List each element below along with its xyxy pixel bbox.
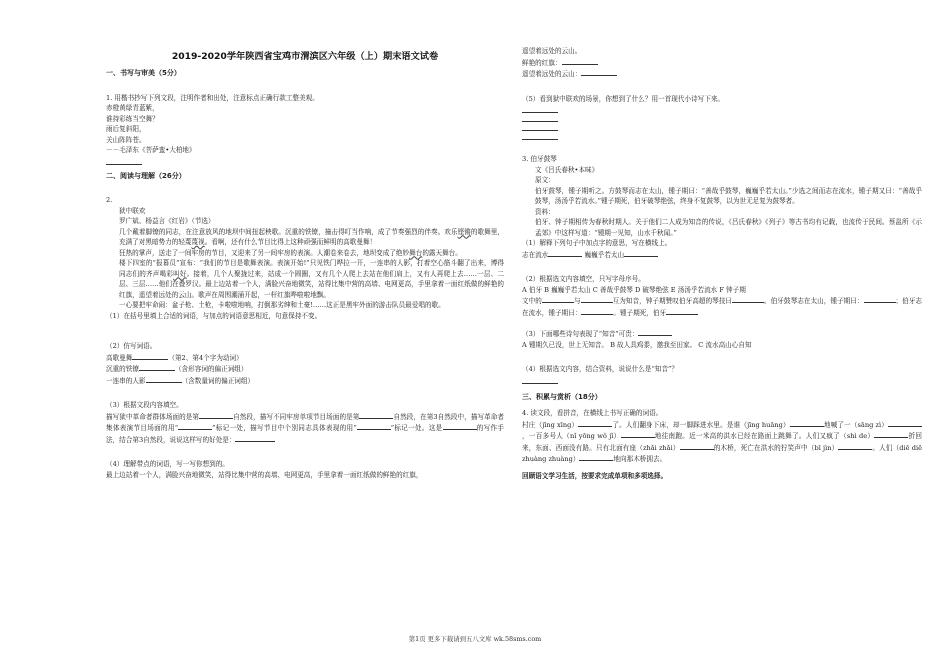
reading-paragraph-2: 狂热的掌声，送走了一间牢房的节目，又迎来了另一间牢房的表演。人潮卷来卷去，地坝变成了绝妙舞台的露天舞台。 <box>119 248 462 257</box>
page-footer: 第1页 更多下载请到五八文库 wk.58sms.com <box>408 635 542 643</box>
q2-2-line-2: 沉重的铁镣 （含形容词的偏正词组） <box>106 365 248 373</box>
q4-body: 村庄（jīng xīng） 了。人们翻身下床，却一脚踩进水里。是谁（jīng huāng） 地喊了一（sāng zì），一百多号人（nǐ yōng wǒ jǐ） 地往南跑。近一米高的洪水已经在路面上跳舞了。人们又疯了（shì de） 折回来，东面、西面没有路。只有北面有座（zhǎi zhǎi） 的木桥，死亡在洪水的狞笑声中（bī jìn） 。人们（diē diē zhuàng zhuàng） 地向那木桥拥去。 <box>522 420 922 463</box>
reading-title: 狱中联欢 <box>119 206 146 215</box>
poem-line-2: 谁持彩练当空舞？ <box>106 114 159 123</box>
q2-4: （4）理解带点的词语，写一写你想到的。 <box>106 460 229 468</box>
q3-2: （2）根据选文内容填空，只写字母序号。 <box>522 275 645 283</box>
q3-1-answers: 志在流水 巍巍乎若太山 <box>522 249 922 261</box>
poem-line-1: 赤橙黄绿青蓝紫， <box>106 104 159 112</box>
q2-2: （2）仿写词语。 <box>106 342 157 350</box>
q2-2-line-3: 一连串的人影 （含数量词的偏正词组） <box>106 376 255 385</box>
q3-4: （4）根据选文内容，结合资料，说说什么是“知音”？ <box>522 365 678 373</box>
q3-3: （3）下面哪些诗句表现了“知音”可贵： <box>522 328 922 340</box>
poem-line-3: 雨后复斜阳， <box>106 125 146 133</box>
answer-line <box>522 375 558 384</box>
reading-paragraph-3: 楼下四室的“报幕员”宣布：“我们的节目是歌舞表演。表演开始!”只见铁门哗拉一开，一连串的人影，打着空心筋斗翻了出来，博得同志们的齐声喝彩叫好。接着，几个人聚拢过来，站成一个圆圈，又有几个人爬上去站在他们肩上，又有人再爬上去……一层、二层、三层……他们在叠罗汉。最上边站着一个人，满脸兴奋地微笑，站得比集中营的高墙、电网更高，手里拿着一面红纸做的鲜艳的红旗，遥望着远处的云山。歌声在周围潮涌开起，一杆红旗哗啦啦地飘。 <box>119 259 505 299</box>
q5-stem: 回顾语文学习生活，按要求完成单项和多项选择。 <box>522 471 668 480</box>
top-line-1: 遥望着远处的云山。 <box>522 47 582 55</box>
section-heading-3: 三、积累与赏析（18分） <box>522 392 602 401</box>
q2-2-line-1: 高歌曼舞 （第2、第4个字为动词） <box>106 353 243 362</box>
q3-title: 3. 伯牙鼓琴 <box>522 155 557 163</box>
q2-number: 2. <box>106 196 113 204</box>
q4-stem: 4. 读文段，看拼音，在横线上书写正确的词语。 <box>522 409 663 417</box>
right-column <box>522 46 922 481</box>
answer-line <box>522 122 558 131</box>
q2-1: （1）在括号里填上合适的词语，与加点的词语意思相近，句意保持不变。 <box>106 311 322 320</box>
q3-1: （1）解释下列句子中加点字的意思，写在横线上。 <box>522 239 672 247</box>
reading-paragraph-1: 几个戴着脚镣的同志，在注意放风的地坝中间扭起秧歌。沉重的铁镣，撞击得叮当作响，成了节奏强烈的伴奏。欢乐铿锵的歌舞里，充满了对黑暗势力的轻蔑蔑视。看啊，还有什么节目比得上这种顽强而鲜明的高歌曼舞！ <box>119 227 505 246</box>
top-line-2: 鲜艳的红旗： <box>522 57 922 69</box>
answer-line <box>522 131 558 140</box>
section-heading-2: 二、阅读与理解（26分） <box>106 171 186 180</box>
reading-paragraph-4: 一心要把牢命闹：盆子枪、土枪，卡啦啦地响，打倒那劣绅和土豪!……这正是黑牢外面的游击队员最爱唱的歌。 <box>119 301 445 309</box>
top-line-3: 遥望着远处的云山： <box>522 68 922 80</box>
q3-original-label: 原文： <box>535 176 555 184</box>
poem-line-4: 关山阵阵苍。 <box>106 135 146 144</box>
q1-stem: 1. 用楷书抄写下列文段，注明作者和出处，注意标点正确行款工整美观。 <box>106 93 319 102</box>
q3-material-text: 伯牙、钟子期相传为春秋时期人。关于他们二人成为知音的传说，《吕氏春秋》《列子》等古书均有记载，也流传于民间。蔡邕所《示孟郊》中这样写道：“锺期一见知，山水千秋闻。” <box>535 218 922 237</box>
q2-3: （3）根据文段内容填空。 <box>106 401 183 409</box>
q3-2-body: 文中的 与 互为知音，钟子期赞叹伯牙高超的琴技曰 。伯牙鼓琴志在太山，锺子期曰： ；伯牙志在流水，锺子期曰： 。锺子期死，伯牙 <box>522 297 923 317</box>
q2-5: （5）看到狱中联欢的场景，你想到了什么？用一首现代小诗写下来。 <box>522 94 725 103</box>
answer-line <box>522 104 558 113</box>
poem-source: －－毛泽东《菩萨蛮•大柏地》 <box>106 146 196 154</box>
answer-line <box>522 113 558 122</box>
q2-4-line: 最上边站着一个人，满脸兴奋地微笑，站得比集中营的高墙、电网更高，手里拿着一面红纸做的鲜艳的红旗， <box>106 470 423 479</box>
left-column <box>106 52 504 480</box>
page-title: 2019-2020学年陕西省宝鸡市渭滨区六年级（上）期末语文试卷 <box>171 51 439 62</box>
section-heading-1: 一、书写与审美（5分） <box>106 69 181 77</box>
q3-original-text: 伯牙鼓琴，锺子期听之。方鼓琴而志在太山，锺子期曰：“善哉乎鼓琴，巍巍乎若太山。”少选之间而志在流水，锺子期又曰：“善哉乎鼓琴，汤汤乎若流水。”锺子期死，伯牙破琴绝弦，终身不复鼓琴，以为世无足复为鼓琴者。 <box>535 186 922 205</box>
q3-2-options: A 伯牙 B 巍巍乎若太山 C 善哉乎鼓琴 D 破琴绝弦 E 汤汤乎若流水 F 钟子期 <box>522 285 746 294</box>
answer-line <box>106 156 142 165</box>
q2-3-body: 描写狱中革命者群体场面的是第 自然段，描写不同牢房单项节目场面的是第 自然段，在第3自然段中，描写革命者集体表演节目场面的用“ ”标记一处，描写节目中个别同志具体表现的用“ ”标记一处。这是 的写作手法，结合第3自然段，说说这样写的好处是： <box>106 412 505 444</box>
q3-material-label: 资料： <box>535 207 555 216</box>
q3-source: 文《吕氏春秋•本味》 <box>535 165 599 174</box>
reading-author: 罗广斌、杨益言《红岩》（节选） <box>119 217 215 225</box>
q3-3-options: A 锺期久已没，世上无知音。 B 故人具鸡黍，邀我至田家。 C 流水高山心自知 <box>522 340 752 349</box>
